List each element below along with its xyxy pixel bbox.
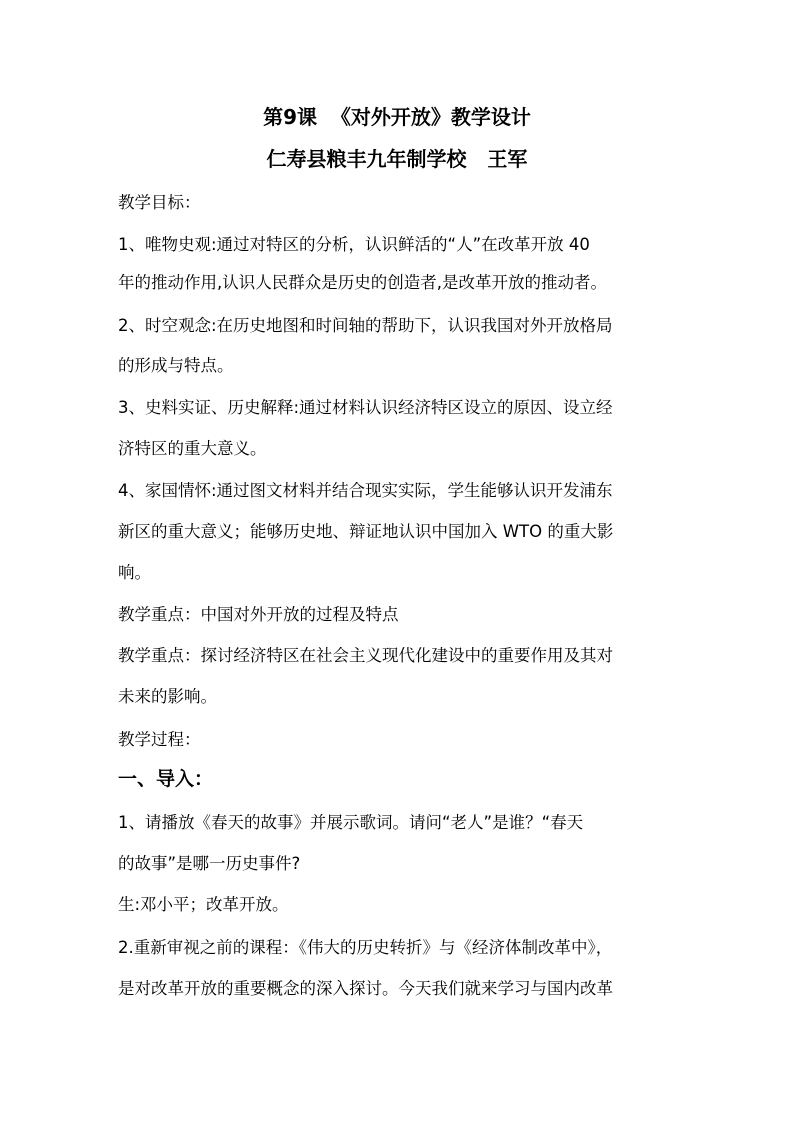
process-item-1-line-1: 1、请播放《春天的故事》并展示歌词。请问“老人”是谁？“春天 bbox=[118, 813, 584, 832]
document-title: 第9课 《对外开放》教学设计 bbox=[263, 105, 531, 129]
objective-3-line-1: 3、史料实证、历史解释:通过材料认识经济特区设立的原因、设立经 bbox=[118, 398, 613, 417]
objectives-label: 教学目标： bbox=[118, 193, 201, 212]
objective-1-line-1: 1、唯物史观:通过对特区的分析，认识鲜活的“人”在改革开放 40 bbox=[118, 235, 590, 254]
objective-4-line-1: 4、家国情怀:通过图文材料并结合现实实际，学生能够认识开发浦东 bbox=[118, 481, 613, 500]
key-point-2-line-2: 未来的影响。 bbox=[118, 687, 217, 706]
process-item-2-line-1: 生:邓小平；改革开放。 bbox=[118, 895, 289, 914]
process-item-1-line-2: 的故事”是哪一历史事件? bbox=[118, 854, 301, 873]
key-point-2-line-1: 教学重点：探讨经济特区在社会主义现代化建设中的重要作用及其对 bbox=[118, 646, 613, 665]
key-point-1: 教学重点：中国对外开放的过程及特点 bbox=[118, 605, 399, 624]
process-item-3-line-1: 2.重新审视之前的课程：《伟大的历史转折》与《经济体制改革中》， bbox=[118, 938, 613, 957]
process-label: 教学过程： bbox=[118, 730, 201, 749]
objective-3-line-2: 济特区的重大意义。 bbox=[118, 439, 267, 458]
section-1-heading: 一、导入： bbox=[118, 768, 214, 790]
process-item-3-line-2: 是对改革开放的重要概念的深入探讨。今天我们就来学习与国内改革 bbox=[118, 979, 613, 998]
objective-2-line-2: 的形成与特点。 bbox=[118, 356, 234, 375]
objective-2-line-1: 2、时空观念:在历史地图和时间轴的帮助下，认识我国对外开放格局 bbox=[118, 316, 613, 335]
objective-4-line-3: 响。 bbox=[118, 563, 151, 582]
document-subtitle: 仁寿县粮丰九年制学校 王军 bbox=[266, 147, 528, 171]
objective-1-line-2: 年的推动作用,认识人民群众是历史的创造者,是改革开放的推动者。 bbox=[118, 273, 607, 292]
objective-4-line-2: 新区的重大意义；能够历史地、辩证地认识中国加入 WTO 的重大影 bbox=[118, 522, 614, 541]
